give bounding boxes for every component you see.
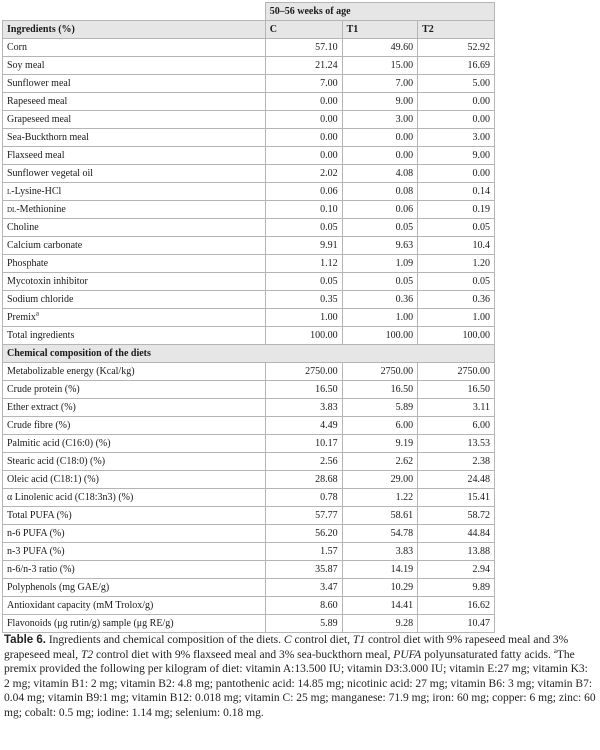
row-label — [3, 219, 266, 237]
row-label — [3, 489, 266, 507]
row-label-text: α Linolenic acid (C18:3n3) (%) — [7, 492, 134, 503]
row-label — [3, 507, 266, 525]
value-t2: 13.88 — [418, 543, 495, 561]
value-t1: 49.60 — [342, 39, 417, 57]
value-t1: 9.28 — [342, 615, 417, 633]
row-label — [3, 363, 266, 381]
value-t1: 54.78 — [342, 525, 417, 543]
row-label-text: Sunflower vegetal oil — [7, 168, 94, 179]
value-t2: 10.47 — [418, 615, 495, 633]
table-row — [3, 93, 495, 111]
row-label-text: Sea-Buckthorn meal — [7, 132, 89, 143]
value-t1: 1.22 — [342, 489, 417, 507]
value-t2: 9.00 — [418, 147, 495, 165]
value-c: 2.02 — [265, 165, 342, 183]
table-row — [3, 291, 495, 309]
value-t1: 3.83 — [342, 543, 417, 561]
table-row — [3, 381, 495, 399]
row-label — [3, 147, 266, 165]
value-t1: 2750.00 — [342, 363, 417, 381]
value-c: 35.87 — [265, 561, 342, 579]
table-row — [3, 507, 495, 525]
row-label — [3, 399, 266, 417]
value-t2: 2750.00 — [418, 363, 495, 381]
row-label — [3, 597, 266, 615]
row-label-text: Polyphenols (mg GAE/g) — [7, 582, 110, 593]
table-row — [3, 165, 495, 183]
value-c: 2.56 — [265, 453, 342, 471]
row-label — [3, 273, 266, 291]
row-label-text: -Lysine-HCl — [11, 186, 62, 197]
value-c: 0.00 — [265, 147, 342, 165]
row-label-text: Phosphate — [7, 258, 49, 269]
row-label — [3, 453, 266, 471]
row-label — [3, 435, 266, 453]
value-t2: 24.48 — [418, 471, 495, 489]
row-label-prefix: l — [7, 186, 12, 197]
row-label-text: Ether extract (%) — [7, 402, 76, 413]
value-c: 3.47 — [265, 579, 342, 597]
value-c: 0.05 — [265, 273, 342, 291]
row-label-text: n-6 PUFA (%) — [7, 528, 65, 539]
period-header: 50–56 weeks of age — [265, 3, 494, 21]
row-label-text: Oleic acid (C18:1) (%) — [7, 474, 99, 485]
table-caption — [4, 633, 596, 720]
value-t1: 2.62 — [342, 453, 417, 471]
value-c: 0.35 — [265, 291, 342, 309]
row-label — [3, 579, 266, 597]
diet-table-container — [2, 2, 495, 633]
table-row — [3, 309, 495, 327]
row-label-text: Choline — [7, 222, 39, 233]
value-t2: 44.84 — [418, 525, 495, 543]
table-row — [3, 183, 495, 201]
value-t1: 0.06 — [342, 201, 417, 219]
table-row — [3, 417, 495, 435]
row-label-text: Soy meal — [7, 60, 45, 71]
value-c: 16.50 — [265, 381, 342, 399]
table-row — [3, 435, 495, 453]
row-label-text: n-6/n-3 ratio (%) — [7, 564, 75, 575]
table-row — [3, 489, 495, 507]
value-t2: 52.92 — [418, 39, 495, 57]
value-c: 56.20 — [265, 525, 342, 543]
value-c: 0.78 — [265, 489, 342, 507]
value-t1: 29.00 — [342, 471, 417, 489]
value-t1: 1.09 — [342, 255, 417, 273]
table-row — [3, 327, 495, 345]
value-t2: 13.53 — [418, 435, 495, 453]
value-t2: 5.00 — [418, 75, 495, 93]
value-c: 0.06 — [265, 183, 342, 201]
value-t1: 0.05 — [342, 273, 417, 291]
row-label-text: Grapeseed meal — [7, 114, 72, 125]
value-t1: 0.36 — [342, 291, 417, 309]
chemical-section-header: Chemical composition of the diets — [3, 345, 495, 363]
value-c: 57.77 — [265, 507, 342, 525]
row-label-text: -Methionine — [16, 204, 66, 215]
row-label — [3, 309, 266, 327]
header-c: C — [265, 21, 342, 39]
row-label — [3, 75, 266, 93]
row-label — [3, 165, 266, 183]
value-t1: 16.50 — [342, 381, 417, 399]
row-label-text: n-3 PUFA (%) — [7, 546, 65, 557]
value-t1: 15.00 — [342, 57, 417, 75]
row-label-text: Metabolizable energy (Kcal/kg) — [7, 366, 135, 377]
value-t1: 9.19 — [342, 435, 417, 453]
table-row — [3, 471, 495, 489]
table-row — [3, 525, 495, 543]
value-t1: 14.19 — [342, 561, 417, 579]
value-c: 0.05 — [265, 219, 342, 237]
value-t1: 3.00 — [342, 111, 417, 129]
row-label-text: Crude fibre (%) — [7, 420, 71, 431]
row-label — [3, 129, 266, 147]
row-label — [3, 471, 266, 489]
value-t2: 0.14 — [418, 183, 495, 201]
caption-label: Table 6. — [4, 634, 46, 646]
value-c: 0.00 — [265, 93, 342, 111]
value-t2: 2.38 — [418, 453, 495, 471]
row-label-prefix: dl — [7, 204, 17, 215]
value-t1: 10.29 — [342, 579, 417, 597]
value-t2: 16.69 — [418, 57, 495, 75]
value-c: 57.10 — [265, 39, 342, 57]
value-t2: 6.00 — [418, 417, 495, 435]
section-header-row — [3, 345, 495, 363]
value-c: 100.00 — [265, 327, 342, 345]
row-label-text: Mycotoxin inhibitor — [7, 276, 88, 287]
caption-text: Ingredients and chemical composition of the diets. C control diet, T1 control diet with 9% rapeseed meal and 3% grapeseed meal, T2 control diet with 9% flaxseed meal and 3% sea-buckthorn meal, PUFA polyunsaturated fatty acids. $^a$The premix provided the following per kilogram of diet: vitamin A:13.500 IU; vitamin D3:3.000 IU; vitamin E:27 mg; vitamin K3: 2 mg; vitamin B1: 2 mg; vitamin B2: 4.8 mg; pantothenic acid: 14.85 mg; nicotinic acid: 27 mg; vitamin B6: 3 mg; vitamin B7: 0.04 mg; vitamin B9:1 mg; vitamin B12: 0.018 mg; vitamin C: 25 mg; manganese: 71.9 mg; iron: 60 mg; copper: 6 mg; zinc: 60 mg; cobalt: 0.5 mg; iodine: 1.14 mg; selenium: 0.18 mg. — [4, 634, 596, 719]
value-t1: 5.89 — [342, 399, 417, 417]
row-label-text: Sodium chloride — [7, 294, 74, 305]
value-t1: 9.63 — [342, 237, 417, 255]
row-label-text: Antioxidant capacity (mM Trolox/g) — [7, 600, 154, 611]
header-blank-cell — [3, 3, 266, 21]
value-t2: 1.00 — [418, 309, 495, 327]
row-label — [3, 543, 266, 561]
value-t2: 0.19 — [418, 201, 495, 219]
row-label — [3, 237, 266, 255]
value-c: 1.00 — [265, 309, 342, 327]
value-c: 0.00 — [265, 129, 342, 147]
table-row — [3, 453, 495, 471]
row-label-text: Stearic acid (C18:0) (%) — [7, 456, 106, 467]
value-t2: 0.36 — [418, 291, 495, 309]
value-c: 7.00 — [265, 75, 342, 93]
value-t1: 0.00 — [342, 147, 417, 165]
table-row — [3, 273, 495, 291]
table-row — [3, 363, 495, 381]
value-t1: 0.00 — [342, 129, 417, 147]
row-label — [3, 255, 266, 273]
diet-composition-table — [2, 2, 495, 633]
value-t1: 6.00 — [342, 417, 417, 435]
value-t2: 1.20 — [418, 255, 495, 273]
row-label — [3, 381, 266, 399]
value-c: 28.68 — [265, 471, 342, 489]
header-ingredients: Ingredients (%) — [3, 21, 266, 39]
value-t2: 0.05 — [418, 273, 495, 291]
table-row — [3, 147, 495, 165]
value-t2: 3.11 — [418, 399, 495, 417]
value-t1: 0.05 — [342, 219, 417, 237]
value-t2: 0.05 — [418, 219, 495, 237]
value-c: 8.60 — [265, 597, 342, 615]
value-t1: 100.00 — [342, 327, 417, 345]
value-c: 0.10 — [265, 201, 342, 219]
table-row — [3, 219, 495, 237]
table-row — [3, 39, 495, 57]
value-t2: 16.50 — [418, 381, 495, 399]
table-row — [3, 579, 495, 597]
value-t2: 100.00 — [418, 327, 495, 345]
value-t1: 58.61 — [342, 507, 417, 525]
value-c: 10.17 — [265, 435, 342, 453]
header-t2: T2 — [418, 21, 495, 39]
value-t2: 0.00 — [418, 111, 495, 129]
row-label — [3, 291, 266, 309]
value-t1: 4.08 — [342, 165, 417, 183]
table-row — [3, 543, 495, 561]
row-label — [3, 57, 266, 75]
value-t2: 58.72 — [418, 507, 495, 525]
row-label — [3, 201, 266, 219]
value-t2: 0.00 — [418, 93, 495, 111]
row-label-text: Premix — [7, 312, 36, 323]
row-label-text: Rapeseed meal — [7, 96, 68, 107]
value-t2: 2.94 — [418, 561, 495, 579]
value-t1: 14.41 — [342, 597, 417, 615]
value-t2: 10.4 — [418, 237, 495, 255]
table-row — [3, 399, 495, 417]
row-label-text: Total PUFA (%) — [7, 510, 72, 521]
footnote-marker: a — [35, 309, 39, 318]
value-c: 1.57 — [265, 543, 342, 561]
row-label — [3, 525, 266, 543]
row-label-text: Crude protein (%) — [7, 384, 80, 395]
value-c: 0.00 — [265, 111, 342, 129]
table-row — [3, 111, 495, 129]
table-header-row — [3, 21, 495, 39]
row-label-text: Flaxseed meal — [7, 150, 65, 161]
table-row — [3, 201, 495, 219]
table-row — [3, 255, 495, 273]
table-row — [3, 75, 495, 93]
row-label — [3, 93, 266, 111]
value-t2: 16.62 — [418, 597, 495, 615]
table-header-period-row — [3, 3, 495, 21]
row-label-text: Palmitic acid (C16:0) (%) — [7, 438, 111, 449]
row-label — [3, 327, 266, 345]
row-label-text: Corn — [7, 42, 27, 53]
row-label — [3, 111, 266, 129]
value-t2: 15.41 — [418, 489, 495, 507]
row-label — [3, 39, 266, 57]
value-t1: 1.00 — [342, 309, 417, 327]
row-label-text: Total ingredients — [7, 330, 75, 341]
row-label-text: Flavonoids (μg rutin/g) sample (μg RE/g) — [7, 618, 174, 629]
value-t2: 9.89 — [418, 579, 495, 597]
value-c: 9.91 — [265, 237, 342, 255]
value-c: 2750.00 — [265, 363, 342, 381]
value-t1: 0.08 — [342, 183, 417, 201]
table-row — [3, 237, 495, 255]
row-label — [3, 615, 266, 633]
table-row — [3, 561, 495, 579]
table-row — [3, 597, 495, 615]
table-row — [3, 615, 495, 633]
value-c: 1.12 — [265, 255, 342, 273]
value-c: 4.49 — [265, 417, 342, 435]
row-label-text: Calcium carbonate — [7, 240, 83, 251]
value-c: 5.89 — [265, 615, 342, 633]
header-t1: T1 — [342, 21, 417, 39]
value-t2: 3.00 — [418, 129, 495, 147]
row-label — [3, 183, 266, 201]
row-label — [3, 561, 266, 579]
value-c: 21.24 — [265, 57, 342, 75]
value-t1: 9.00 — [342, 93, 417, 111]
table-row — [3, 57, 495, 75]
table-row — [3, 129, 495, 147]
row-label-text: Sunflower meal — [7, 78, 71, 89]
value-t2: 0.00 — [418, 165, 495, 183]
row-label — [3, 417, 266, 435]
value-c: 3.83 — [265, 399, 342, 417]
value-t1: 7.00 — [342, 75, 417, 93]
